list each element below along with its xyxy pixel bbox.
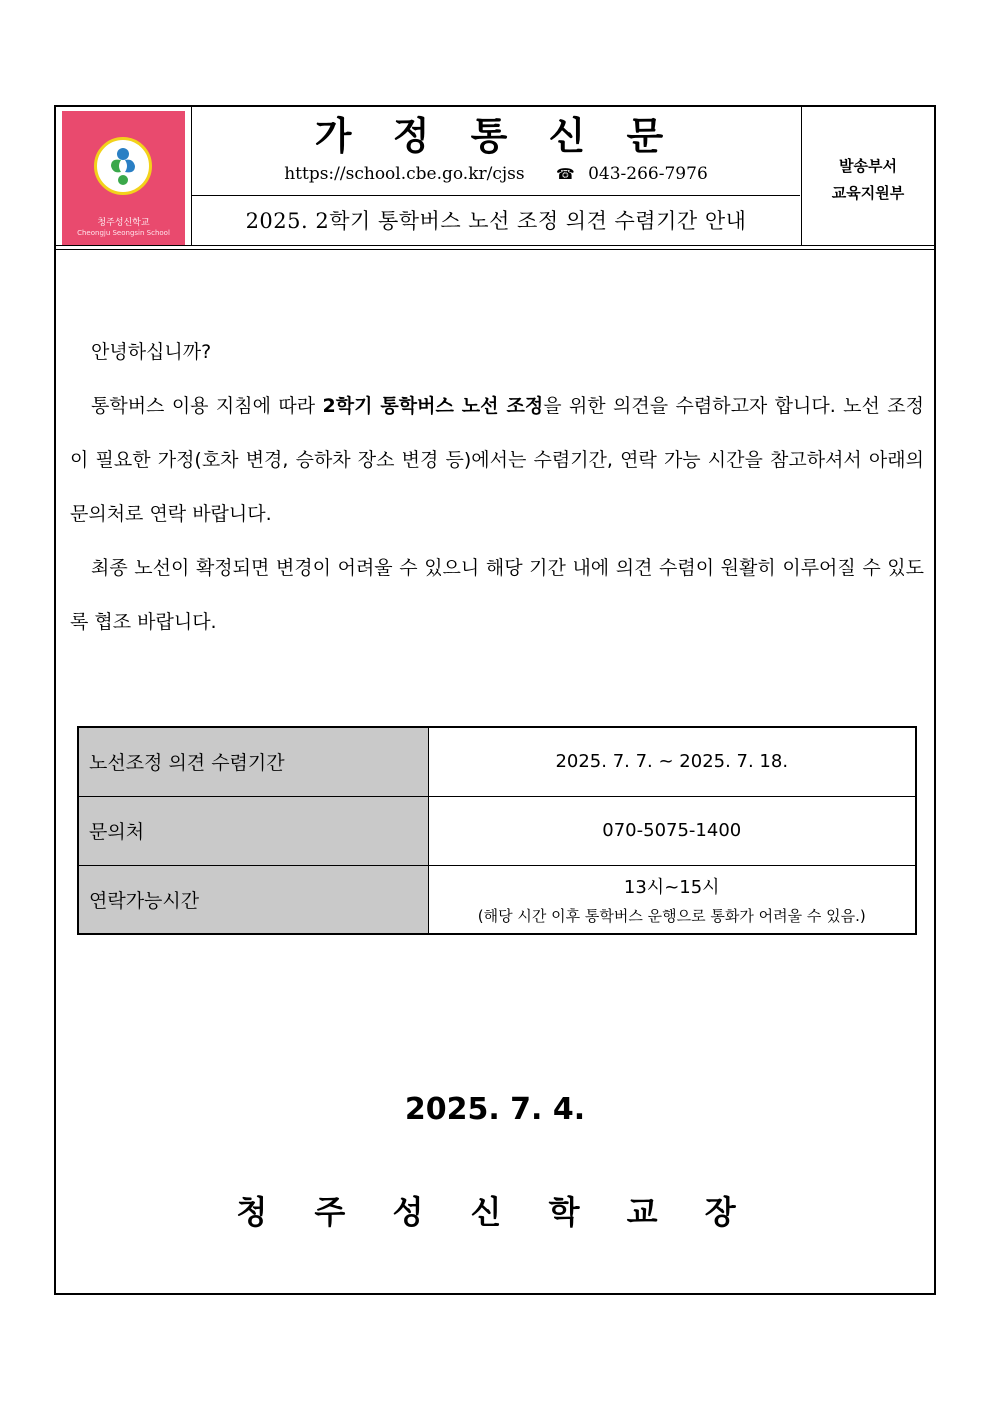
para1-emphasis: 2학기 통학버스 노선 조정 bbox=[322, 395, 544, 417]
row-value: 13시~15시 bbox=[623, 876, 720, 898]
row-label: 노선조정 의견 수렴기간 bbox=[78, 727, 428, 796]
para1-text-end: 을 위한 의견을 수렴하고자 합니다. 노선 조정이 필요한 가정(호차 변경, 승하차 장소 변경 등)에서는 수렴기간, 연락 가능 시간을 참고하셔서 아래의 문의처로 연락 바랍니다. bbox=[70, 395, 924, 525]
logo-cell bbox=[56, 107, 192, 245]
row-note: (해당 시간 이후 통학버스 운행으로 통화가 어려울 수 있음.) bbox=[477, 906, 866, 925]
row-label: 문의처 bbox=[78, 796, 428, 865]
para1-text-start: 통학버스 이용 지침에 따라 bbox=[91, 395, 323, 417]
logo-name-ko: 청주성신학교 bbox=[97, 218, 150, 228]
phone-number: 043-266-7976 bbox=[588, 164, 708, 184]
notice-frame bbox=[54, 105, 936, 1295]
dept-name: 교육지원부 bbox=[831, 184, 905, 202]
phone-icon: ☎ bbox=[556, 165, 575, 183]
dept-cell bbox=[802, 107, 934, 245]
row-value: 070-5075-1400 bbox=[428, 796, 916, 865]
title-divider bbox=[192, 195, 800, 196]
table-row bbox=[78, 727, 916, 796]
row-value-group bbox=[428, 865, 916, 934]
school-logo bbox=[62, 111, 185, 245]
dept-label: 발송부서 bbox=[839, 157, 897, 175]
logo-name-en: Cheongju Seongsin School bbox=[77, 229, 170, 237]
emblem-s-icon bbox=[97, 140, 149, 192]
header-double-rule bbox=[56, 245, 934, 250]
table-row bbox=[78, 796, 916, 865]
school-emblem-icon bbox=[94, 137, 152, 195]
issue-date: 2025. 7. 4. bbox=[404, 1092, 586, 1127]
info-table bbox=[77, 726, 917, 935]
principal-signature: 청 주 성 신 학 교 장 bbox=[236, 1193, 754, 1231]
row-label: 연락가능시간 bbox=[78, 865, 428, 934]
paragraph-1 bbox=[70, 379, 924, 541]
paragraph-2: 최종 노선이 확정되면 변경이 어려울 수 있으니 해당 기간 내에 의견 수렴이 원활히 이루어질 수 있도록 협조 바랍니다. bbox=[70, 557, 924, 633]
row-value: 2025. 7. 7. ~ 2025. 7. 18. bbox=[428, 727, 916, 796]
website-link[interactable]: https://school.cbe.go.kr/cjss bbox=[284, 164, 525, 184]
notice-body bbox=[70, 325, 924, 649]
table-row bbox=[78, 865, 916, 934]
notice-subject: 2025. 2학기 통학버스 노선 조정 의견 수렴기간 안내 bbox=[245, 209, 747, 233]
document-title: 가 정 통 신 문 bbox=[314, 113, 678, 158]
contact-line bbox=[192, 163, 800, 185]
letterhead bbox=[56, 107, 934, 247]
title-cell bbox=[192, 107, 802, 245]
greeting: 안녕하십니까? bbox=[91, 341, 212, 363]
